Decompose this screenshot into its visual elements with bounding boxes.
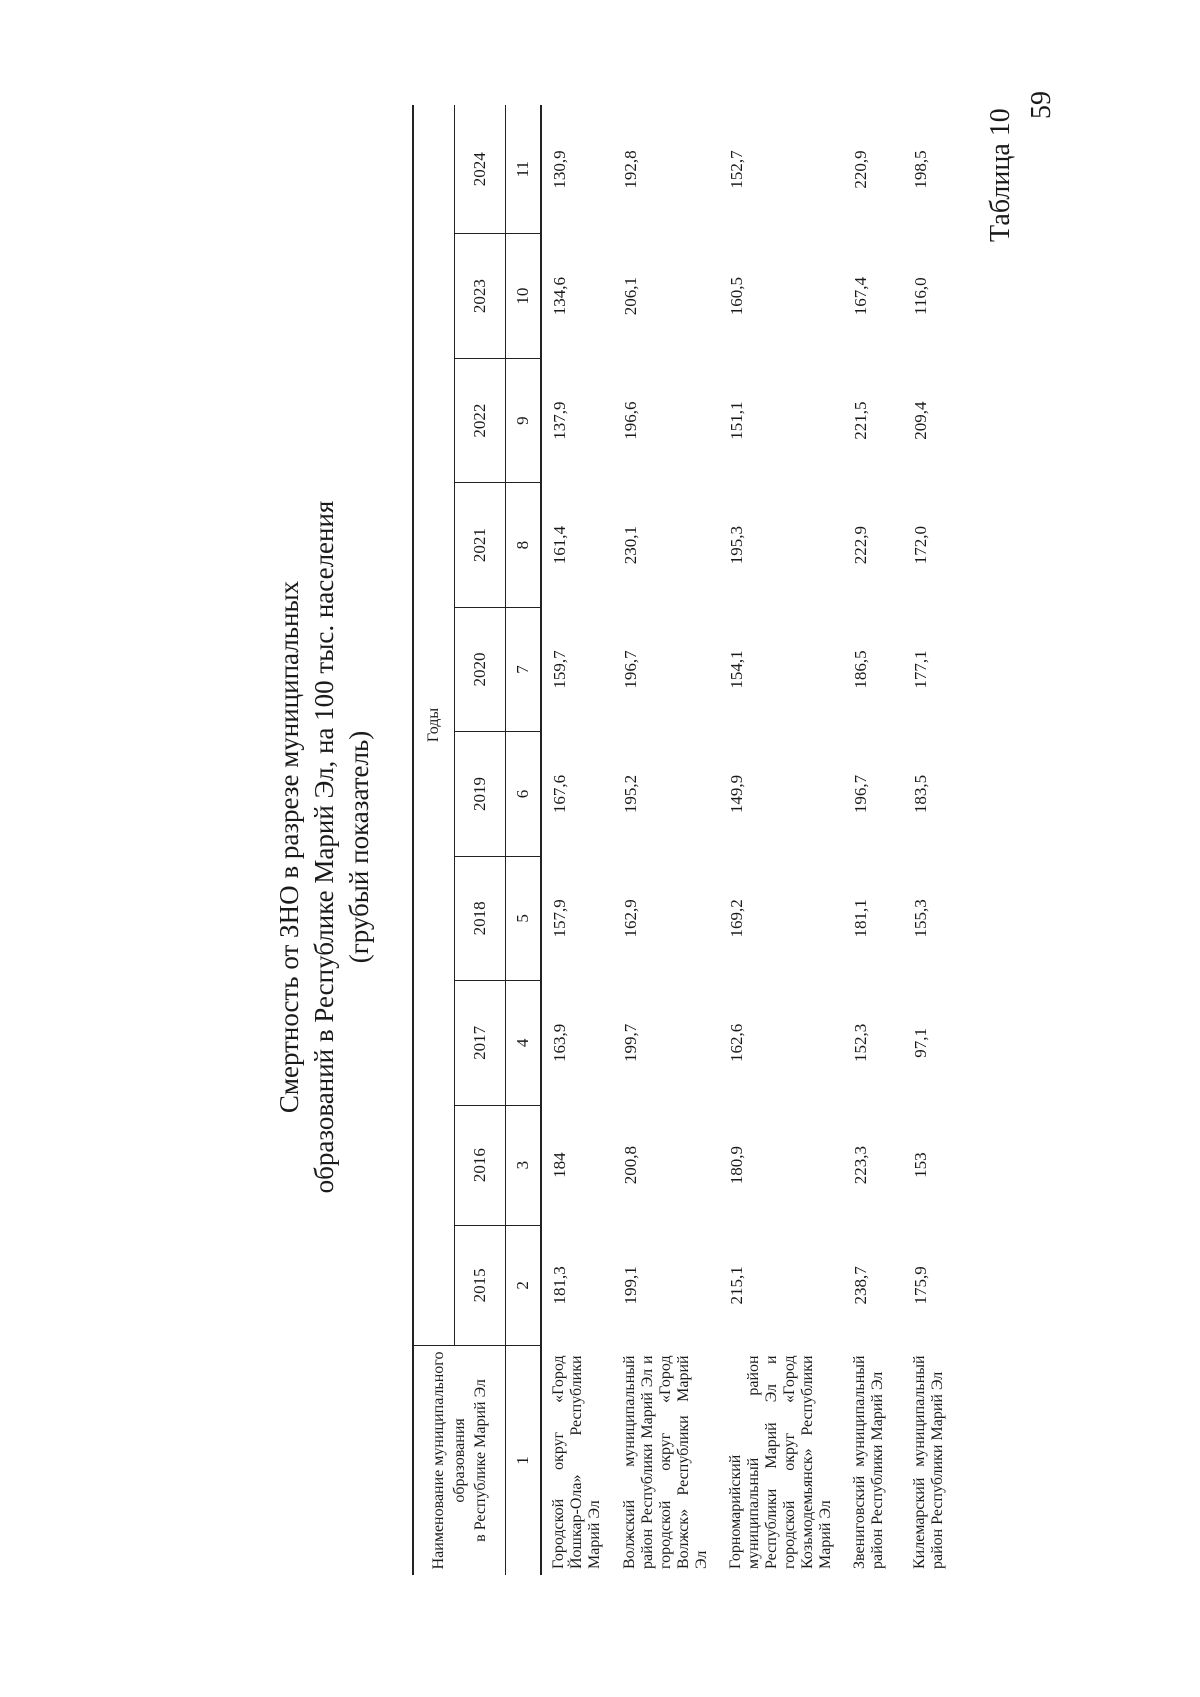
column-number: 7 bbox=[506, 607, 542, 731]
name-header-line-1: Наименование муниципального bbox=[430, 1351, 447, 1570]
value-cell: 159,7 bbox=[550, 650, 569, 689]
value-cell: 186,5 bbox=[851, 650, 870, 689]
value-cell: 153 bbox=[911, 1152, 930, 1178]
value-cell: 206,1 bbox=[621, 277, 640, 316]
value-cell: 130,9 bbox=[550, 150, 569, 189]
value-cell: 181,1 bbox=[851, 899, 870, 938]
value-cell: 199,7 bbox=[621, 1023, 640, 1062]
value-cell: 97,1 bbox=[911, 1028, 930, 1058]
value-cell: 195,2 bbox=[621, 774, 640, 814]
value-cell: 196,7 bbox=[851, 774, 870, 814]
value-cell: 230,1 bbox=[621, 525, 640, 565]
municipality-name: Горномарийский муниципальный район Республики Марий Эл и городской округ «Город Козьмодемьянск» Республики Марий Эл bbox=[727, 1355, 834, 1569]
title-line-3: (грубый показатель) bbox=[344, 730, 374, 964]
value-cell: 177,1 bbox=[911, 650, 930, 689]
value-cell: 181,3 bbox=[550, 1266, 569, 1305]
page-number: 59 bbox=[1026, 91, 1057, 119]
value-cell: 175,9 bbox=[911, 1266, 930, 1305]
year-header: 2019 bbox=[455, 732, 506, 856]
value-cell: 137,9 bbox=[550, 401, 569, 440]
column-number: 2 bbox=[506, 1225, 542, 1345]
value-cell: 155,3 bbox=[911, 899, 930, 938]
value-cell: 180,9 bbox=[727, 1146, 746, 1185]
year-header: 2020 bbox=[455, 607, 506, 731]
year-header: 2015 bbox=[455, 1225, 506, 1345]
value-cell: 152,7 bbox=[727, 150, 746, 189]
value-cell: 116,0 bbox=[911, 277, 930, 315]
table-title bbox=[272, 297, 377, 1397]
column-number: 3 bbox=[506, 1105, 542, 1225]
column-number: 4 bbox=[506, 981, 542, 1105]
name-column-header bbox=[413, 1345, 506, 1575]
name-header-line-3: в Республике Марий Эл bbox=[472, 1379, 489, 1542]
value-cell: 195,3 bbox=[727, 525, 746, 565]
column-number: 10 bbox=[506, 234, 542, 358]
value-cell: 238,7 bbox=[851, 1266, 870, 1305]
municipality-name: Килемарский муниципальный район Республики Марий Эл bbox=[911, 1355, 946, 1569]
column-number: 9 bbox=[506, 358, 542, 482]
year-header: 2017 bbox=[455, 981, 506, 1105]
title-line-1: Смертность от ЗНО в разрезе муниципальных bbox=[274, 580, 304, 1114]
year-header: 2021 bbox=[455, 483, 506, 607]
column-number: 11 bbox=[506, 105, 542, 234]
value-cell: 196,6 bbox=[621, 401, 640, 440]
municipality-name: Волжский муниципальный район Республики Марий Эл и городской округ «Город Волжск» Республики Марий Эл bbox=[621, 1355, 710, 1569]
years-group-header: Годы bbox=[413, 105, 455, 1345]
column-number: 1 bbox=[506, 1345, 542, 1575]
value-cell: 152,3 bbox=[851, 1023, 870, 1062]
value-cell: 198,5 bbox=[911, 150, 930, 189]
value-cell: 223,3 bbox=[851, 1146, 870, 1185]
value-cell: 222,9 bbox=[851, 525, 870, 565]
value-cell: 192,8 bbox=[621, 150, 640, 189]
table-row bbox=[719, 105, 843, 1575]
value-cell: 134,6 bbox=[550, 277, 569, 316]
value-cell: 184 bbox=[550, 1152, 569, 1178]
value-cell: 209,4 bbox=[911, 401, 930, 440]
municipality-name: Звениговский муниципальный район Республики Марий Эл bbox=[851, 1355, 886, 1569]
table-row bbox=[903, 105, 963, 1575]
value-cell: 167,4 bbox=[851, 277, 870, 316]
year-header: 2023 bbox=[455, 234, 506, 358]
table-number: Таблица 10 bbox=[985, 108, 1016, 242]
value-cell: 157,9 bbox=[550, 899, 569, 938]
value-cell: 154,1 bbox=[727, 650, 746, 689]
column-number: 6 bbox=[506, 732, 542, 856]
name-header-line-2: образования bbox=[451, 1418, 468, 1503]
value-cell: 199,1 bbox=[621, 1266, 640, 1305]
table-row bbox=[843, 105, 903, 1575]
value-cell: 151,1 bbox=[727, 401, 746, 440]
table-row bbox=[613, 105, 719, 1575]
value-cell: 220,9 bbox=[851, 150, 870, 189]
municipality-name: Городской округ «Город Йошкар-Ола» Республики Марий Эл bbox=[550, 1355, 603, 1569]
value-cell: 172,0 bbox=[911, 525, 930, 565]
title-line-2: образований в Республике Марий Эл, на 100 тыс. населения bbox=[309, 500, 339, 1194]
value-cell: 167,6 bbox=[550, 774, 569, 814]
table-row bbox=[541, 105, 613, 1575]
value-cell: 163,9 bbox=[550, 1023, 569, 1062]
value-cell: 169,2 bbox=[727, 899, 746, 938]
year-header: 2024 bbox=[455, 105, 506, 234]
value-cell: 149,9 bbox=[727, 774, 746, 814]
value-cell: 162,9 bbox=[621, 899, 640, 938]
value-cell: 183,5 bbox=[911, 774, 930, 814]
value-cell: 196,7 bbox=[621, 650, 640, 689]
year-header: 2022 bbox=[455, 358, 506, 482]
value-cell: 162,6 bbox=[727, 1023, 746, 1062]
mortality-table bbox=[412, 105, 963, 1575]
value-cell: 161,4 bbox=[550, 525, 569, 565]
value-cell: 215,1 bbox=[727, 1266, 746, 1305]
column-number: 5 bbox=[506, 856, 542, 980]
column-number-row bbox=[506, 105, 542, 1575]
year-header: 2018 bbox=[455, 856, 506, 980]
year-header: 2016 bbox=[455, 1105, 506, 1225]
value-cell: 160,5 bbox=[727, 277, 746, 316]
value-cell: 221,5 bbox=[851, 401, 870, 440]
value-cell: 200,8 bbox=[621, 1146, 640, 1185]
column-number: 8 bbox=[506, 483, 542, 607]
